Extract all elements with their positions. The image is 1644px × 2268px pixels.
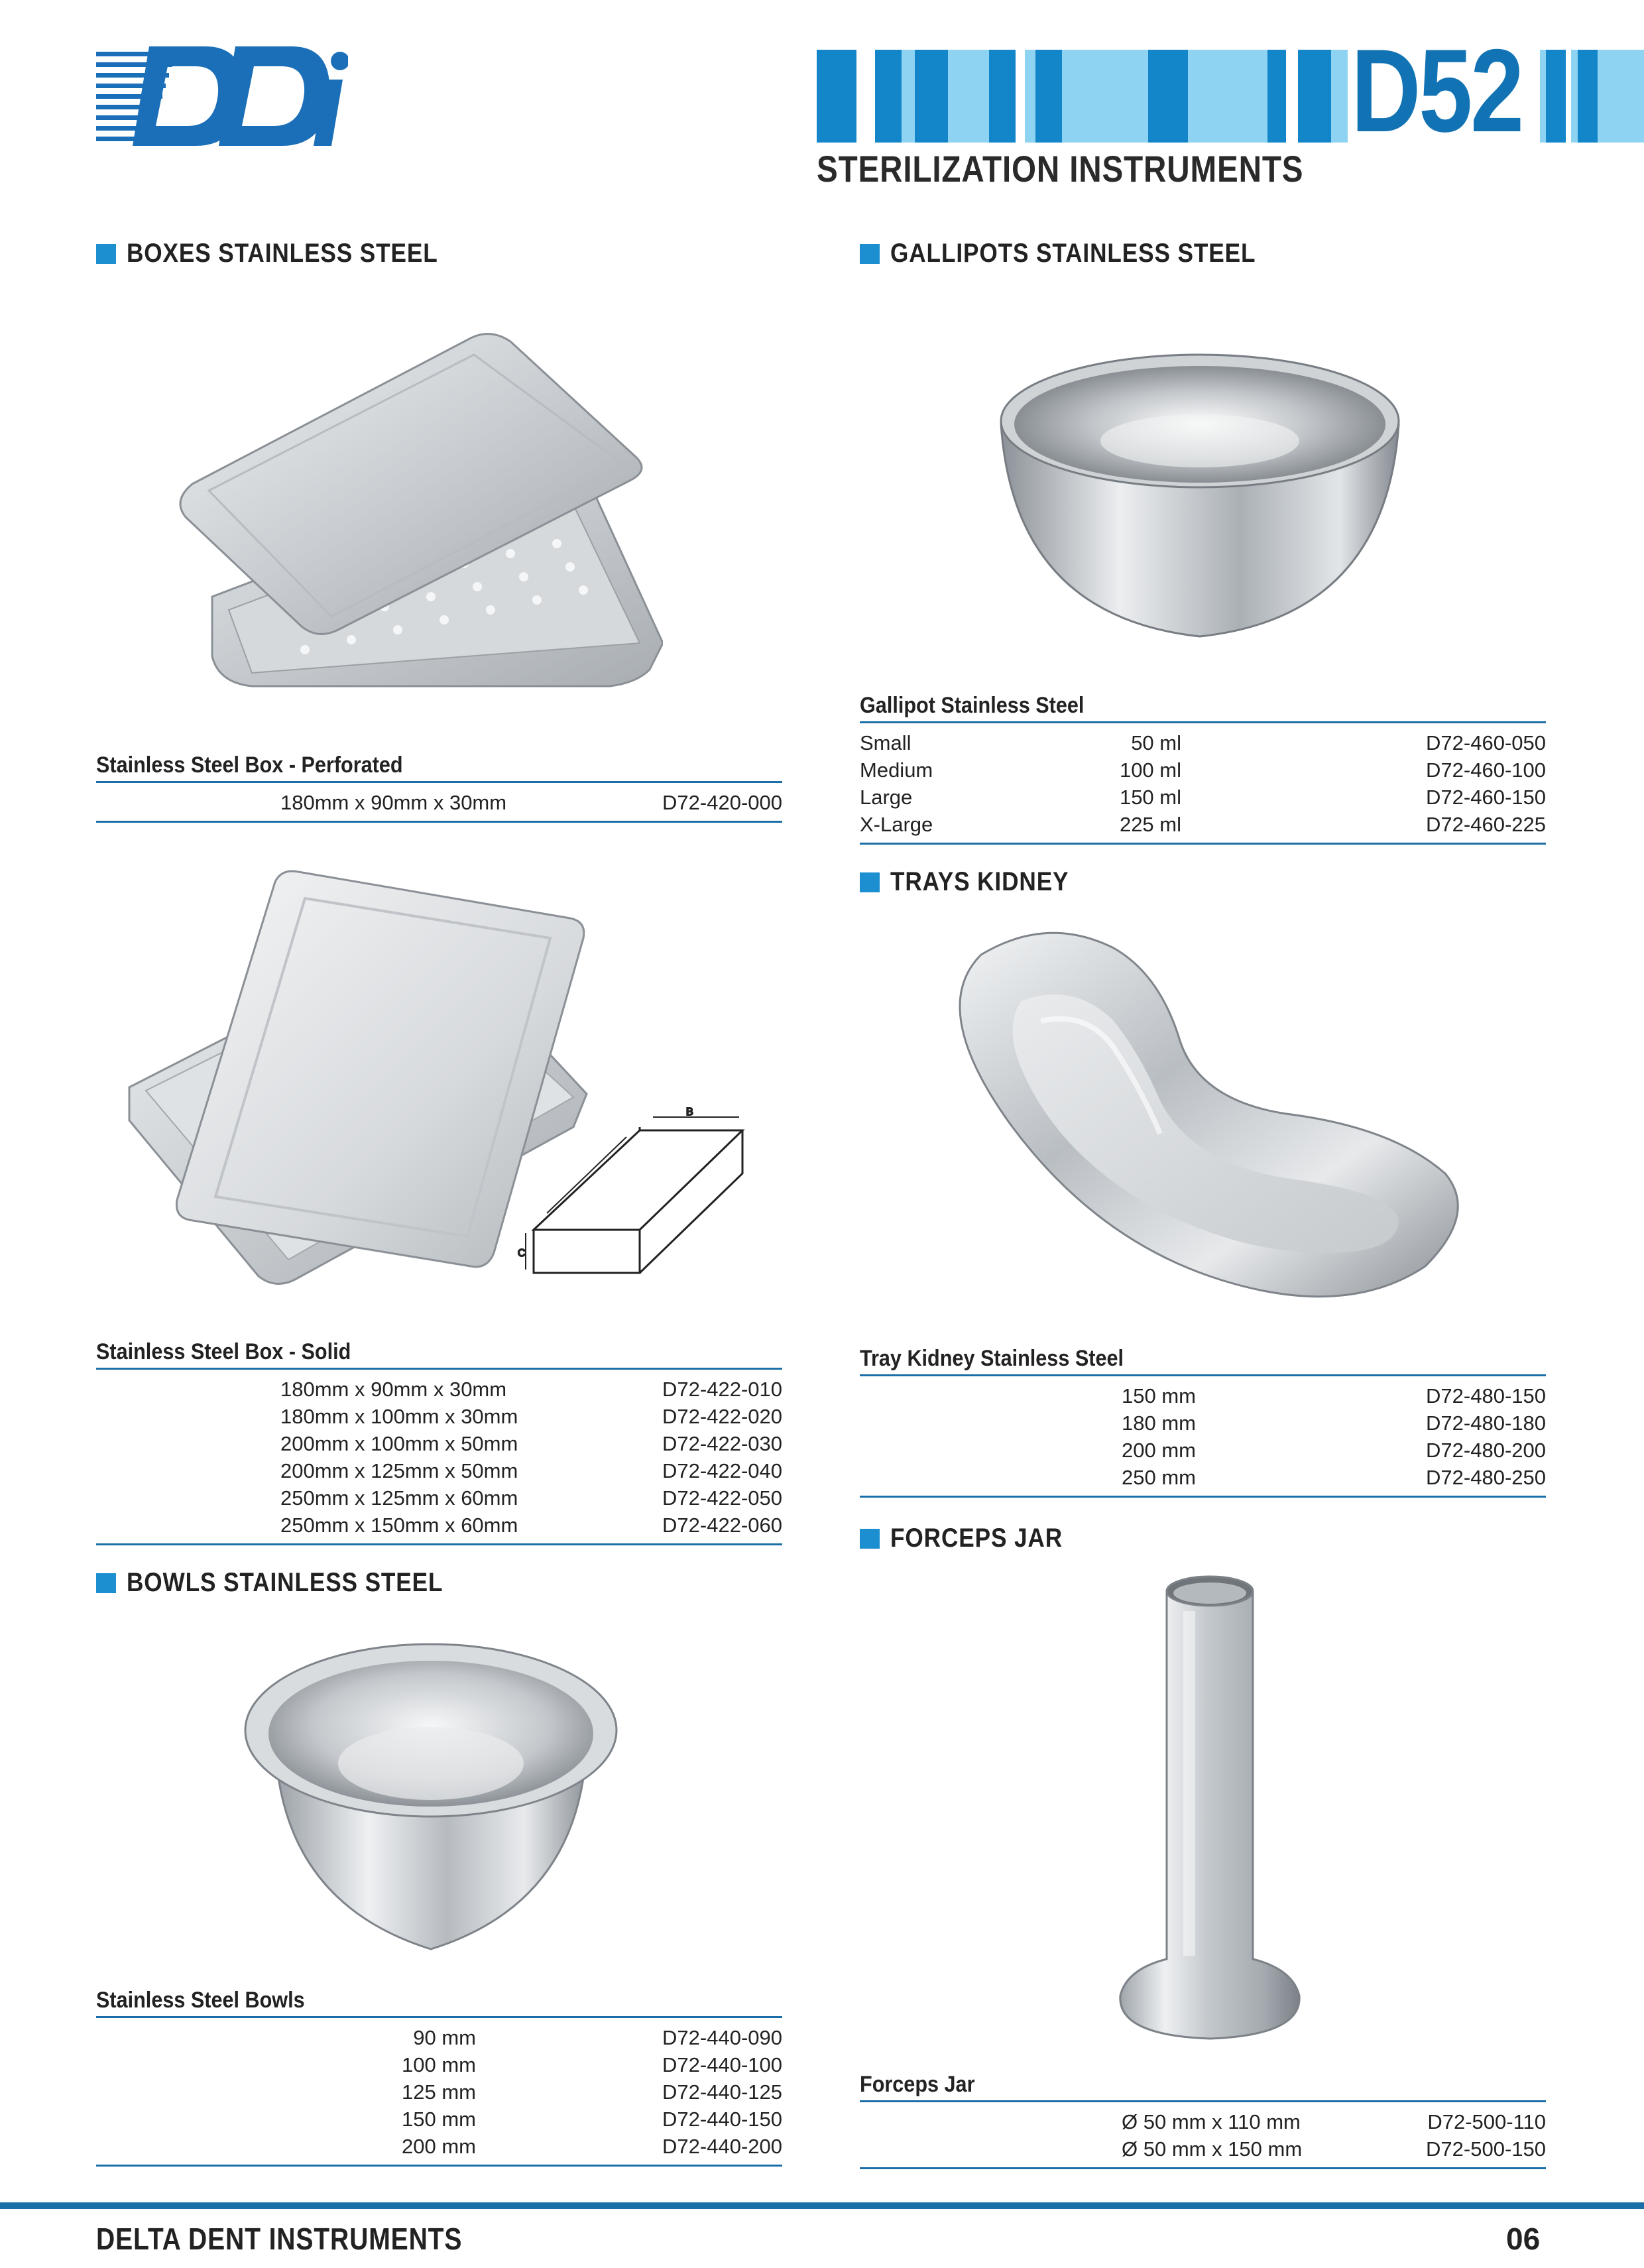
svg-text:B: B	[686, 1106, 693, 1118]
section-title: BOXES STAINLESS STEEL	[127, 239, 438, 268]
perforated-box-image	[172, 325, 663, 696]
bottom-rule	[860, 843, 1546, 845]
code-cell: D72-422-010	[662, 1378, 782, 1401]
catalog-code: D52	[1351, 25, 1522, 156]
table-row	[860, 811, 1546, 838]
code-cell: D72-460-225	[1426, 813, 1546, 836]
section-marker-icon	[96, 244, 116, 264]
code-cell: D72-480-150	[1426, 1384, 1546, 1407]
title-rule	[96, 1368, 782, 1370]
section-forceps	[860, 1523, 1086, 1553]
table-row	[96, 2051, 782, 2078]
size-cell: 180mm x 90mm x 30mm	[280, 1378, 507, 1401]
bottom-rule	[96, 2165, 782, 2167]
page-category: STERILIZATION INSTRUMENTS	[817, 148, 1304, 190]
section-title: TRAYS KIDNEY	[890, 867, 1069, 896]
table-row	[860, 756, 1546, 784]
code-cell: D72-480-250	[1426, 1466, 1546, 1489]
table-row	[96, 1376, 782, 1403]
code-cell: D72-480-180	[1426, 1411, 1546, 1435]
size-cell: 200mm x 125mm x 50mm	[280, 1459, 518, 1482]
table-row	[96, 1457, 782, 1484]
table-row	[96, 1430, 782, 1457]
size-cell: 250mm x 125mm x 60mm	[280, 1486, 518, 1510]
section-bowls	[96, 1568, 487, 1598]
size-cell: 50 ml	[1131, 731, 1181, 754]
size-cell: 180mm x 90mm x 30mm	[280, 791, 507, 814]
bottom-rule	[96, 1543, 782, 1545]
size-cell: 200mm x 100mm x 50mm	[280, 1432, 518, 1455]
table-row	[96, 1512, 782, 1539]
product-title-bowls: Stainless Steel Bowls	[96, 1988, 305, 2013]
product-title-tray-kidney: Tray Kidney Stainless Steel	[860, 1346, 1124, 1371]
bottom-rule	[860, 1496, 1546, 1498]
section-title: GALLIPOTS STAINLESS STEEL	[890, 239, 1256, 268]
size-cell: 225 ml	[1119, 813, 1181, 836]
name-cell: X-Large	[860, 813, 933, 836]
code-cell: D72-440-100	[662, 2053, 782, 2076]
name-cell: Medium	[860, 758, 933, 782]
code-cell: D72-422-030	[662, 1432, 782, 1455]
code-cell: D72-480-200	[1426, 1439, 1546, 1462]
product-title-forceps-jar: Forceps Jar	[860, 2072, 975, 2097]
table-row	[96, 2024, 782, 2051]
name-cell: Large	[860, 786, 913, 809]
code-cell: D72-460-100	[1426, 758, 1546, 782]
title-rule	[860, 721, 1546, 723]
ddi-logo	[96, 40, 348, 152]
size-cell: 90 mm	[413, 2026, 476, 2049]
table-row	[96, 1403, 782, 1430]
size-cell: 180 mm	[1122, 1411, 1196, 1435]
table-row	[860, 1382, 1546, 1409]
title-rule	[96, 781, 782, 783]
table-row	[96, 2133, 782, 2160]
section-marker-icon	[860, 244, 880, 264]
code-cell: D72-440-090	[662, 2026, 782, 2049]
name-cell: Small	[860, 731, 911, 754]
page-number: 06	[1506, 2222, 1541, 2256]
bowl-image	[242, 1638, 620, 1956]
bottom-rule	[860, 2167, 1546, 2169]
size-cell: 200 mm	[1122, 1439, 1196, 1462]
size-cell: 180mm x 100mm x 30mm	[280, 1405, 518, 1428]
table-row	[96, 2106, 782, 2133]
size-cell: Ø 50 mm x 110 mm	[1122, 2110, 1301, 2133]
product-title-gallipot: Gallipot Stainless Steel	[860, 693, 1085, 718]
size-cell: 200 mm	[402, 2135, 476, 2158]
solid-box-image	[123, 868, 759, 1293]
section-title: BOWLS STAINLESS STEEL	[127, 1568, 443, 1597]
svg-text:C: C	[518, 1248, 526, 1259]
section-title: FORCEPS JAR	[890, 1523, 1063, 1553]
code-cell: D72-500-150	[1426, 2137, 1546, 2161]
table-row	[860, 1464, 1546, 1491]
kidney-tray-image	[941, 922, 1465, 1306]
section-marker-icon	[96, 1573, 116, 1593]
code-cell: D72-422-040	[662, 1459, 782, 1482]
size-cell: 150 mm	[402, 2108, 476, 2131]
section-trays	[860, 867, 1093, 897]
code-cell: D72-422-060	[662, 1514, 782, 1537]
section-marker-icon	[860, 1529, 880, 1549]
code-cell: D72-500-110	[1427, 2110, 1546, 2133]
table-row	[96, 789, 782, 816]
product-title-box-solid: Stainless Steel Box - Solid	[96, 1339, 351, 1364]
section-marker-icon	[860, 872, 880, 892]
size-cell: 150 ml	[1119, 786, 1181, 809]
section-boxes	[96, 239, 481, 269]
bottom-rule	[96, 821, 782, 823]
size-cell: Ø 50 mm x 150 mm	[1122, 2137, 1303, 2161]
table-row	[860, 2135, 1546, 2163]
title-rule	[96, 2016, 782, 2018]
size-cell: 150 mm	[1122, 1384, 1196, 1407]
product-title-box-perforated: Stainless Steel Box - Perforated	[96, 752, 403, 778]
size-cell: 250 mm	[1122, 1466, 1196, 1489]
size-cell: 100 ml	[1119, 758, 1181, 782]
gallipot-image	[994, 351, 1405, 643]
code-cell: D72-440-125	[662, 2080, 782, 2104]
table-row	[860, 784, 1546, 811]
code-cell: D72-460-050	[1426, 731, 1546, 754]
code-cell: D72-440-200	[662, 2135, 782, 2158]
table-row	[96, 1484, 782, 1512]
forceps-jar-image	[1114, 1571, 1306, 2049]
section-gallipots	[860, 239, 1306, 269]
table-row	[860, 1409, 1546, 1437]
title-rule	[860, 1374, 1546, 1376]
size-cell: 250mm x 150mm x 60mm	[280, 1514, 518, 1537]
code-cell: D72-420-000	[662, 791, 782, 814]
size-cell: 125 mm	[402, 2080, 476, 2104]
code-cell: D72-422-050	[662, 1486, 782, 1510]
code-cell: D72-422-020	[662, 1405, 782, 1428]
code-cell: D72-440-150	[662, 2108, 782, 2131]
table-row	[860, 2108, 1546, 2135]
code-cell: D72-460-150	[1426, 786, 1546, 809]
footer-bar	[0, 2202, 1644, 2209]
footer-company: DELTA DENT INSTRUMENTS	[96, 2222, 463, 2256]
size-cell: 100 mm	[402, 2053, 476, 2076]
title-rule	[860, 2100, 1546, 2102]
table-row	[96, 2078, 782, 2106]
table-row	[860, 729, 1546, 756]
table-row	[860, 1437, 1546, 1464]
